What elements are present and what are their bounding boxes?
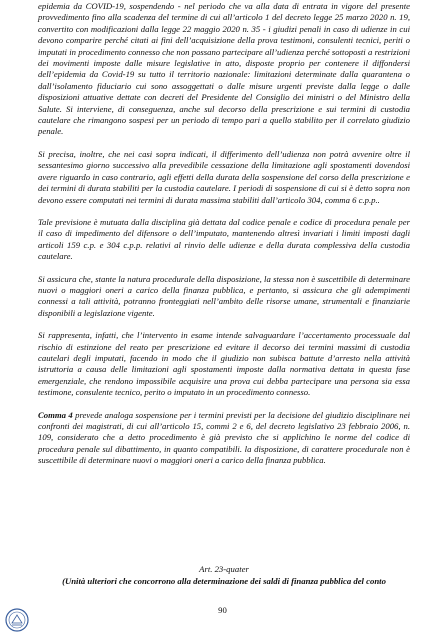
page-number: 90 (218, 605, 227, 615)
article-subtitle: (Unità ulteriori che concorrono alla determinazione dei saldi di finanza pubblica del conto (62, 576, 386, 586)
paragraph-6 (38, 410, 410, 467)
paragraph-5: Si rappresenta, infatti, che l’intervento in esame intende salvaguardare l’accertamento processuale dal rischio di estinzione del reato per prescrizione ed evitare il decorso dei termini massimi di custodia cautelari degli imputati, facendo in modo che il giudizio non subisca battute d’arresto nella attività istruttoria a causa delle limitazioni agli spostamenti imposte dalla normativa dettata in questa fase emergenziale, che rendono impossibile acquisire una prova cui debba partecipare una persona sia essa testimone, consulente tecnico, perito o imputato in un procedimento connesso. (38, 330, 410, 398)
article-title: Art. 23-quater (199, 564, 249, 574)
paragraph-3: Tale previsione è mutuata dalla disciplina già dettata dal codice penale e codice di procedura penale per il caso di impedimento del difensore o dell’imputato, mantenendo altresì invariati i limiti imposti dagli articoli 159 c.p. e 304 c.p.p. relativi al rinvio delle udienze e della durata complessiva della custodia cautelare. (38, 216, 410, 262)
paragraph-6-lead: Comma 4 (38, 409, 73, 420)
document-body (38, 1, 410, 478)
paragraph-6-text: prevede analoga sospensione per i termini previsti per la decisione del giudizio disciplinare nei confronti dei magistrati, di cui all’articolo 15, commi 2 e 6, del decreto legislativo 23 febbraio 2006, n. 109, considerato che a detto procedimento è già previsto che si applichino le norme del codice di procedura penale sul dibattimento, in quanto compatibili. la disposizione, di carattere procedurale non è suscettibile di determinare nuovi o maggiori oneri a carico della finanza pubblica. (38, 409, 410, 466)
paragraph-1: epidemia da COVID-19, sospendendo - nel periodo che va alla data di entrata in vigore del presente provvedimento fino alla scadenza del termine di cui all’articolo 1 del decreto legge 25 marzo 2020 n. 19, convertito con modificazioni dalla legge 22 maggio 2020 n. 35 - i giudizi penali in caso di udienze in cui devono comparire perché citati ai fini dell’acquisizione della prova testimoni, consulenti tecnici, periti o imputati in procedimento connesso che non possano partecipare all’udienza perché sottoposti a restrizioni dei movimenti imposte dalle misure legislative in atto, disposte proprio per contenere il diffondersi dell’epidemia da Covid-19 su tutto il territorio nazionale: limitazioni determinate dalla quarantena o dall’isolamento fiduciario cui sono assoggettati o dalle misure urgenti previste dalla legge o dalle disposizioni attuative dettate con decreti del Presidente del Consiglio dei ministri o del Ministro della Salute. Si interviene, di conseguenza, anche sul decorso della prescrizione e sui termini di custodia cautelare che rimangono sospesi per un periodo di tempo pari a quello stabilito per il correlato giudizio penale. (38, 1, 410, 137)
paragraph-4: Si assicura che, stante la natura procedurale della disposizione, la stessa non è suscettibile di determinare nuovi o maggiori oneri a carico della finanza pubblica, e pertanto, si assicura che gli adempimenti connessi a tali attività, potranno fronteggiati nell’ambito delle risorse umane, strumentali e finanziarie disponibili a legislazione vigente. (38, 273, 410, 318)
paragraph-2: Si precisa, inoltre, che nei casi sopra indicati, il differimento dell’udienza non potrà avvenire oltre il sessantesimo giorno successivo alla prevedibile cessazione della limitazione agli spostamenti dovendosi avere riguardo in caso contrario, agli effetti della durata della sospensione del corso della prescrizione e dei termini di durata stabiliti per la custodia cautelare. I periodi di sospensione di cui si è detto sopra non devono essere computati nei termini di durata massima stabiliti dall’articolo 304, comma 6 c.p.p.. (38, 148, 410, 205)
